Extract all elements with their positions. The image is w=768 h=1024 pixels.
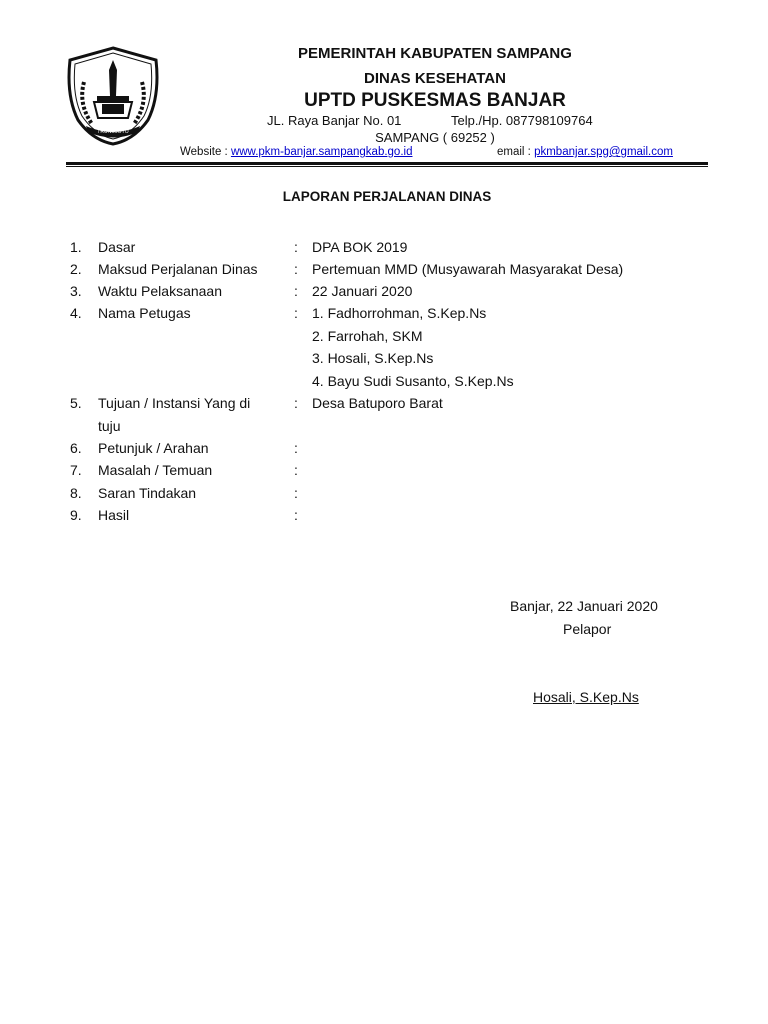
header-rule-thin	[66, 166, 708, 167]
address: JL. Raya Banjar No. 01	[267, 113, 402, 128]
item-colon: :	[294, 507, 298, 523]
signature-name: Hosali, S.Kep.Ns	[533, 689, 639, 705]
item-colon: :	[294, 395, 298, 411]
item-value: Pertemuan MMD (Musyawarah Masyarakat Desa)	[312, 261, 624, 277]
officer-name: 1. Fadhorrohman, S.Kep.Ns	[312, 305, 487, 321]
signature-role: Pelapor	[563, 621, 612, 637]
item-number: 2.	[70, 261, 82, 277]
officer-name: 2. Farrohah, SKM	[312, 328, 423, 344]
item-label: Petunjuk / Arahan	[98, 440, 209, 456]
city: SAMPANG ( 69252 )	[375, 130, 495, 145]
website-link[interactable]: www.pkm-banjar.sampangkab.go.id	[230, 146, 413, 158]
email-line	[497, 146, 673, 158]
item-colon: :	[294, 239, 298, 255]
item-label: Saran Tindakan	[98, 485, 197, 501]
item-label: Nama Petugas	[98, 305, 191, 321]
kabupaten-logo	[64, 46, 162, 146]
item-number: 6.	[70, 440, 82, 456]
govt-name: PEMERINTAH KABUPATEN SAMPANG	[298, 45, 572, 62]
logo-text: TRUNOJOYO	[97, 129, 129, 135]
item-label: Hasil	[98, 507, 130, 523]
item-value: 22 Januari 2020	[312, 283, 413, 299]
officer-name: 4. Bayu Sudi Susanto, S.Kep.Ns	[312, 373, 514, 389]
email-label: email :	[497, 146, 531, 158]
officer-name: 3. Hosali, S.Kep.Ns	[312, 350, 434, 366]
website-line	[180, 146, 412, 158]
email-link[interactable]: pkmbanjar.spg@gmail.com	[534, 146, 673, 158]
item-number: 7.	[70, 462, 82, 478]
item-colon: :	[294, 440, 298, 456]
item-number: 3.	[70, 283, 82, 299]
item-label-continued: tuju	[98, 418, 121, 434]
item-value: Desa Batuporo Barat	[312, 395, 443, 411]
item-label: Maksud Perjalanan Dinas	[98, 261, 258, 277]
item-label: Masalah / Temuan	[98, 462, 213, 478]
item-label: Dasar	[98, 239, 136, 255]
header-rule-thick	[66, 162, 708, 165]
document-title: LAPORAN PERJALANAN DINAS	[282, 189, 492, 204]
item-label: Tujuan / Instansi Yang di	[98, 395, 251, 411]
item-colon: :	[294, 305, 298, 321]
item-colon: :	[294, 485, 298, 501]
item-label: Waktu Pelaksanaan	[98, 283, 222, 299]
item-number: 1.	[70, 239, 82, 255]
item-number: 8.	[70, 485, 82, 501]
item-number: 5.	[70, 395, 82, 411]
phone: Telp./Hp. 087798109764	[451, 113, 593, 128]
dept-name: DINAS KESEHATAN	[364, 70, 506, 87]
item-colon: :	[294, 283, 298, 299]
office-name: UPTD PUSKESMAS BANJAR	[304, 90, 566, 111]
website-label: Website :	[180, 146, 228, 158]
item-value: DPA BOK 2019	[312, 239, 408, 255]
item-colon: :	[294, 261, 298, 277]
item-number: 9.	[70, 507, 82, 523]
item-colon: :	[294, 462, 298, 478]
item-number: 4.	[70, 305, 82, 321]
signature-place-date: Banjar, 22 Januari 2020	[510, 598, 658, 614]
